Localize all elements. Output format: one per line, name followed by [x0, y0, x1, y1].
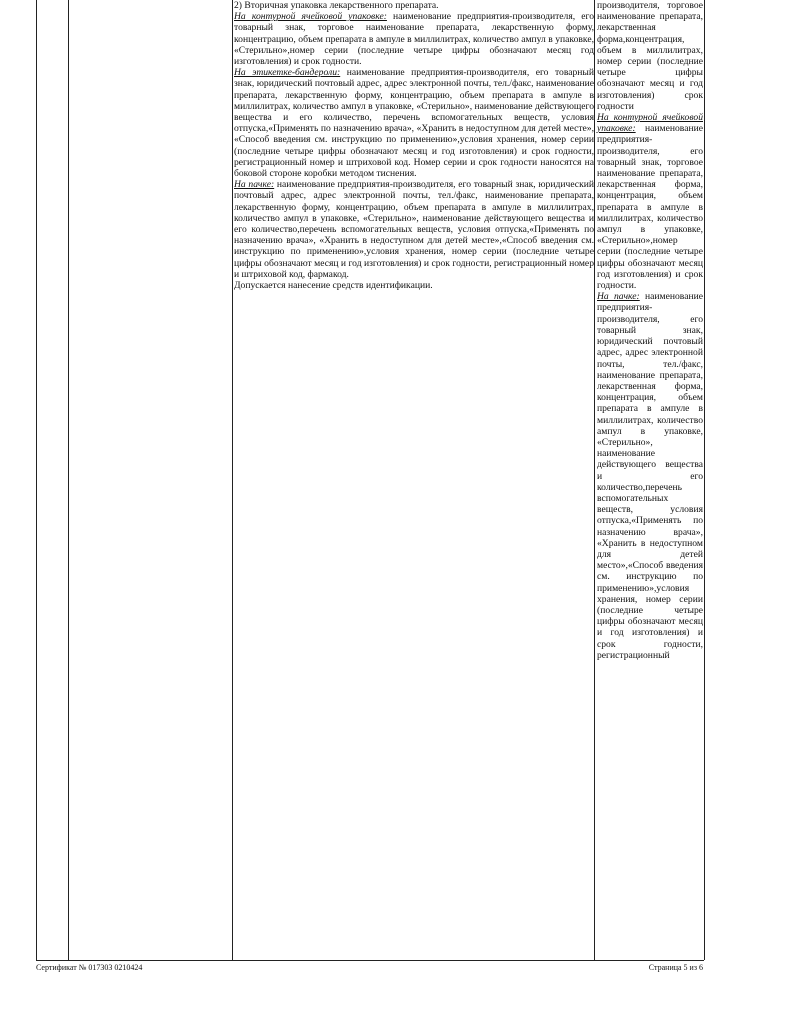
paragraph-box — [234, 179, 594, 280]
table-border-bottom — [36, 960, 704, 961]
label-contour-package: На контурной ячейковой упаковке: — [234, 11, 387, 23]
main-text-column — [234, 0, 594, 291]
side-paragraph-box — [597, 291, 703, 661]
label-banderol: На этикетке-бандероли: — [234, 67, 341, 79]
secondary-packaging-heading: 2) Вторичная упаковка лекарственного препарата. — [234, 0, 439, 11]
table-column-divider-2 — [232, 0, 233, 960]
paragraph-label-banderol — [234, 67, 594, 179]
paragraph-contour-package — [234, 11, 594, 67]
table-column-divider-1 — [68, 0, 69, 960]
side-paragraph-1: производителя, торговое наименование препарата, лекарственная форма,концентрация, объем в миллилитрах, номер серии (последние четыре цифры обозначают месяц и год изготовления) срок годности — [597, 0, 703, 112]
certificate-number: Сертификат № 017303 0210424 — [36, 963, 143, 972]
side-text-box: наименование предприятия-производителя, его товарный знак, юридический почтовый адрес, адрес электронной почты, тел./факс, наименование препарата, лекарственная форма, концентрация, объем препарата в ампуле в миллилитрах, количество ампул в упаковке, «Стерильно», наименование действующего вещества и его количество,перечень вспомогательных веществ, условия отпуска,«Применять по назначению врача», «Хранить в недоступном для детей место»,«Способ введения см. инструкцию по применению»,условия хранения, номер серии (последние четыре цифры обозначают месяц и год изготовления) и срок годности, регистрационный — [597, 291, 703, 661]
side-label-box: На пачке: — [597, 291, 640, 303]
table-column-divider-3 — [594, 0, 595, 960]
table-border-right — [704, 0, 705, 960]
text-banderol: наименование предприятия-производителя, его товарный знак, юридический почтовый адрес, адрес электронной почты, тел./факс, наименование препарата, лекарственную форму, концентрацию, объем препарата в ампуле в миллилитрах, количество ампул в упаковке, «Стерильно», наименование действующего вещества и его количество, перечень вспомогательных веществ, условия отпуска,«Применять по назначению врача», «Хранить в недоступном для детей месте», «Способ введения см. инструкцию по применению»,условия хранения, номер серии (последние четыре цифры обозначают месяц и год изготовления) и срок годности, регистрационный номер и штриховой код. Номер серии и срок годности наносятся на боковой стороне коробки методом тиснения. — [234, 67, 594, 180]
side-label-contour: На контурной ячейковой упаковке: — [597, 112, 703, 135]
text-box: наименование предприятия-производителя, его товарный знак, юридический почтовый адрес, адрес электронной почты, тел./факс, наименование препарата, лекарственную форму, концентрацию, объем препарата в ампуле в миллилитрах, количество ампул в упаковке, «Стерильно», наименование действующего вещества и его количество,перечень вспомогательных веществ, условия отпуска,«Применять по назначению врача», «Хранить в недоступном для детей месте»,«Способ введения см. инструкцию по применению»,условия хранения, номер серии (последние четыре цифры обозначают месяц и год изготовления) и срок годности, регистрационный номер и штриховой код, фармакод. — [234, 179, 594, 280]
side-text-contour: наименование предприятия-производителя, его товарный знак, торговое наименование препарата, лекарственная форма, концентрация, объем препарата в ампуле в миллилитрах, количество ампул в упаковке, «Стерильно»,номер серии (последние четыре цифры обозначают месяц год изготовления) и срок годности. — [597, 123, 703, 292]
label-box: На пачке: — [234, 179, 275, 191]
text-contour-package: наименование предприятия-производителя, его товарный знак, торговое наименование препарата, лекарственную форму, концентрацию, объем препарата в ампуле в миллилитрах, количество ампул в упаковке, «Стерильно»,номер серии (последние четыре цифры обозначают месяц год изготовления) и срок годности. — [234, 11, 594, 68]
side-text-column — [597, 0, 703, 661]
side-paragraph-contour — [597, 112, 703, 291]
table-border-left — [36, 0, 37, 960]
page-number: Страница 5 из 6 — [648, 963, 703, 972]
paragraph-identification: Допускается нанесение средств идентификации. — [234, 280, 433, 292]
